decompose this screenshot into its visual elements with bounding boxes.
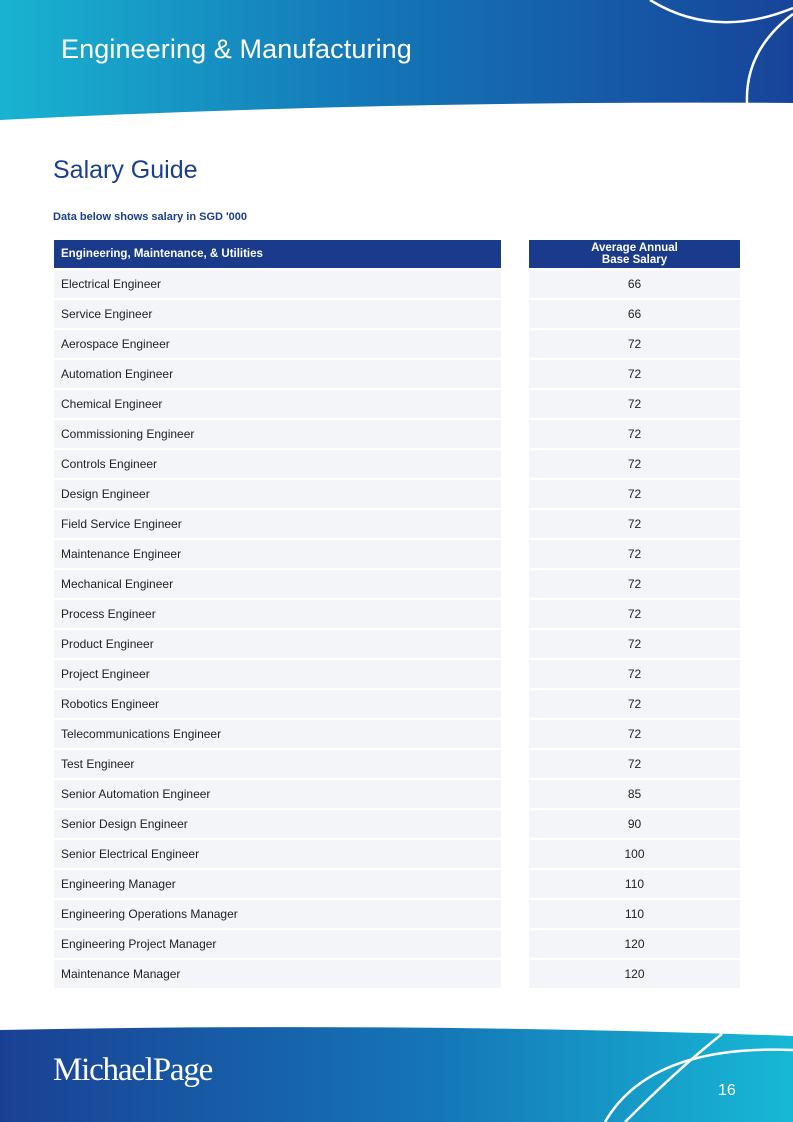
table-row-role: Aerospace Engineer <box>54 330 501 358</box>
table-row-role: Senior Automation Engineer <box>54 780 501 808</box>
header-title: Engineering & Manufacturing <box>61 34 412 64</box>
salary-header-line1: Average Annual <box>591 242 678 254</box>
table-caption: Data below shows salary in SGD '000 <box>53 211 247 223</box>
table-row-salary: 72 <box>529 750 740 778</box>
table-row-role: Test Engineer <box>54 750 501 778</box>
table-row-role: Electrical Engineer <box>54 270 501 298</box>
table-row-salary: 110 <box>529 900 740 928</box>
table-row-role: Engineering Manager <box>54 870 501 898</box>
table-row-salary: 66 <box>529 270 740 298</box>
table-row-role: Maintenance Manager <box>54 960 501 988</box>
table-row-role: Mechanical Engineer <box>54 570 501 598</box>
table-row-salary: 72 <box>529 720 740 748</box>
table-row-role: Commissioning Engineer <box>54 420 501 448</box>
table-row-salary: 66 <box>529 300 740 328</box>
table-row-salary: 85 <box>529 780 740 808</box>
salary-column <box>529 240 740 988</box>
table-row-role: Telecommunications Engineer <box>54 720 501 748</box>
table-row-salary: 72 <box>529 360 740 388</box>
table-row-salary: 100 <box>529 840 740 868</box>
table-row-role: Maintenance Engineer <box>54 540 501 568</box>
salary-header-line2: Base Salary <box>601 254 668 266</box>
table-row-salary: 72 <box>529 600 740 628</box>
table-row-role: Product Engineer <box>54 630 501 658</box>
table-row-salary: 72 <box>529 450 740 478</box>
table-row-role: Chemical Engineer <box>54 390 501 418</box>
table-row-salary: 72 <box>529 540 740 568</box>
table-row-role: Robotics Engineer <box>54 690 501 718</box>
table-row-salary: 72 <box>529 510 740 538</box>
table-row-salary: 72 <box>529 570 740 598</box>
table-row-salary: 110 <box>529 870 740 898</box>
table-row-salary: 72 <box>529 690 740 718</box>
table-row-salary: 72 <box>529 390 740 418</box>
role-column <box>54 240 501 988</box>
table-row-role: Design Engineer <box>54 480 501 508</box>
table-row-role: Field Service Engineer <box>54 510 501 538</box>
table-row-role: Senior Electrical Engineer <box>54 840 501 868</box>
salary-column-header <box>529 240 740 268</box>
table-row-salary: 72 <box>529 660 740 688</box>
table-row-salary: 120 <box>529 930 740 958</box>
table-row-role: Engineering Operations Manager <box>54 900 501 928</box>
page-number: 16 <box>718 1082 736 1099</box>
table-row-role: Controls Engineer <box>54 450 501 478</box>
table-row-role: Process Engineer <box>54 600 501 628</box>
table-row-role: Senior Design Engineer <box>54 810 501 838</box>
role-column-header: Engineering, Maintenance, & Utilities <box>54 240 501 268</box>
table-row-salary: 90 <box>529 810 740 838</box>
table-row-role: Project Engineer <box>54 660 501 688</box>
table-row-salary: 72 <box>529 480 740 508</box>
section-title: Salary Guide <box>53 156 198 184</box>
table-row-salary: 72 <box>529 420 740 448</box>
table-row-salary: 120 <box>529 960 740 988</box>
table-row-role: Engineering Project Manager <box>54 930 501 958</box>
table-row-role: Automation Engineer <box>54 360 501 388</box>
table-row-role: Service Engineer <box>54 300 501 328</box>
table-row-salary: 72 <box>529 330 740 358</box>
michael-page-logo: MichaelPage <box>53 1052 213 1088</box>
table-row-salary: 72 <box>529 630 740 658</box>
